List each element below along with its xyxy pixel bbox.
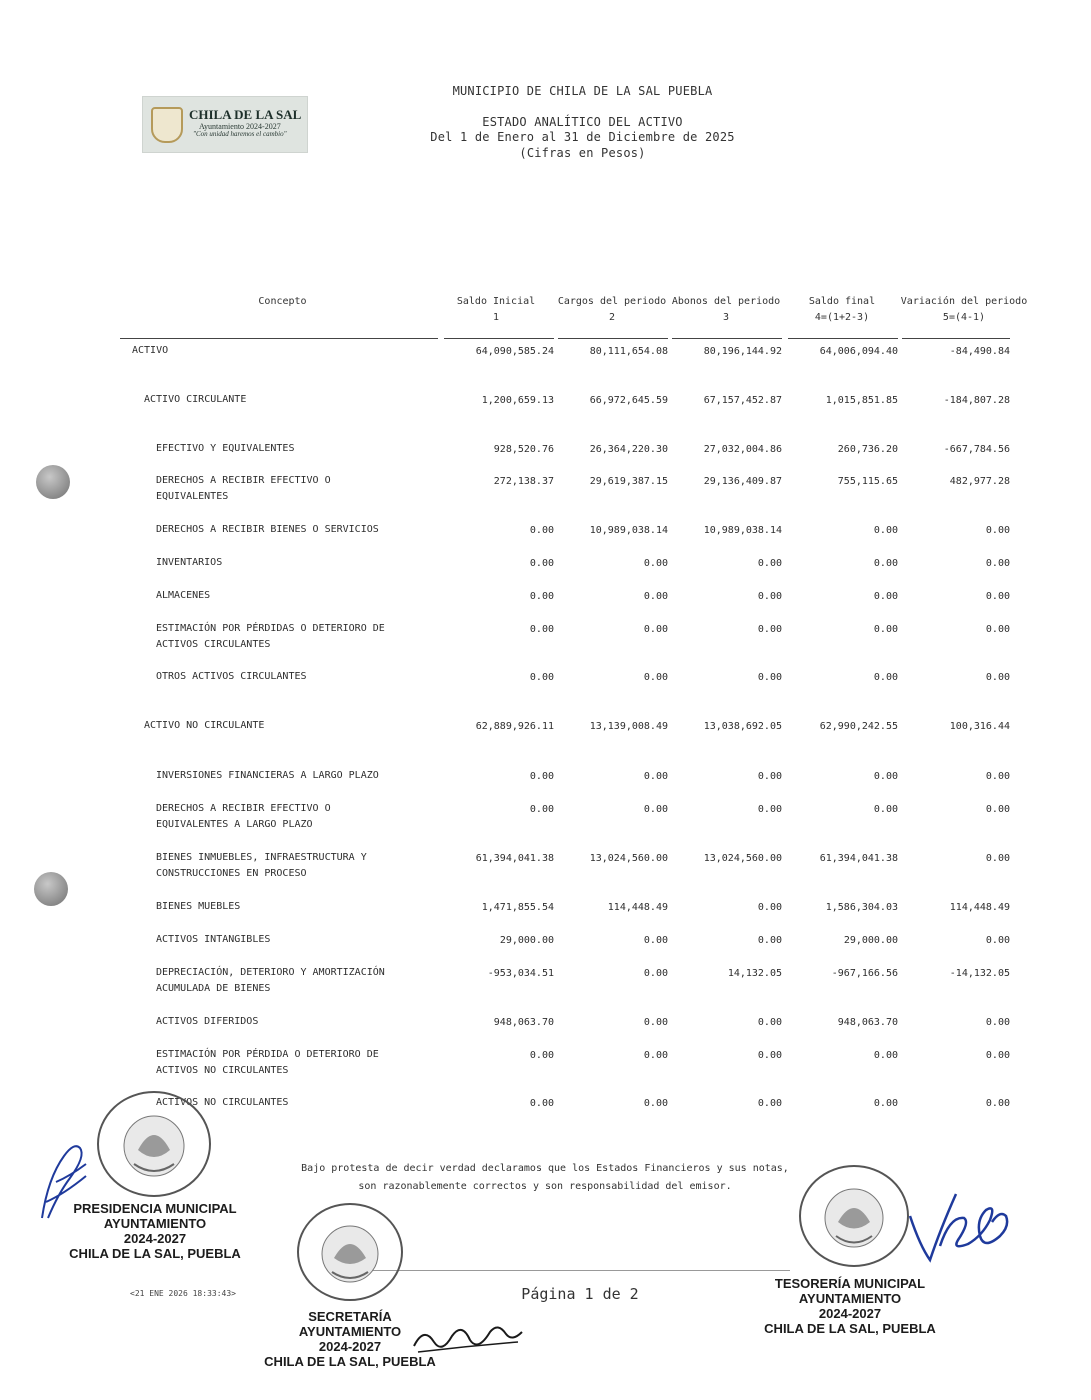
col-header-variacion: Variación del periodo — [900, 296, 1028, 307]
row-value: 14,132.05 — [727, 968, 782, 979]
row-value: 0.00 — [985, 1017, 1010, 1028]
row-value: 80,196,144.92 — [703, 346, 782, 357]
row-value: 0.00 — [985, 1050, 1010, 1061]
row-concept: ACTIVO NO CIRCULANTE — [144, 720, 265, 731]
row-value: 13,139,008.49 — [589, 721, 668, 732]
row-value: 1,200,659.13 — [481, 395, 554, 406]
row-value: 0.00 — [643, 1098, 668, 1109]
row-value: 0.00 — [529, 804, 554, 815]
row-value: 0.00 — [643, 1017, 668, 1028]
col-header-cargos-sub: 2 — [608, 312, 616, 323]
header-rule — [672, 338, 782, 339]
row-concept: ACTIVOS INTANGIBLES — [156, 934, 271, 945]
row-value: 928,520.76 — [493, 444, 554, 455]
stamp-line: TESORERÍA MUNICIPAL — [774, 1276, 926, 1291]
row-value: 62,889,926.11 — [475, 721, 554, 732]
logo-slogan: "Con unidad haremos el cambio" — [193, 130, 287, 138]
protest-line-1: Bajo protesta de decir verdad declaramos que los Estados Financieros y sus notas, — [301, 1163, 789, 1174]
report-title: ESTADO ANALÍTICO DEL ACTIVO — [482, 115, 683, 129]
stamp-line: CHILA DE LA SAL, PUEBLA — [69, 1246, 241, 1261]
report-period: Del 1 de Enero al 31 de Diciembre de 2025 — [430, 130, 735, 144]
signature-line — [350, 1270, 790, 1271]
row-value: 0.00 — [873, 672, 898, 683]
row-value: 1,471,855.54 — [481, 902, 554, 913]
protest-line-2: son razonablemente correctos y son responsabilidad del emisor. — [358, 1181, 732, 1192]
row-concept: INVERSIONES FINANCIERAS A LARGO PLAZO — [156, 770, 379, 781]
row-value: 0.00 — [757, 672, 782, 683]
row-value: 1,015,851.85 — [825, 395, 898, 406]
row-value: 0.00 — [529, 558, 554, 569]
row-concept: ACTIVO CIRCULANTE — [144, 394, 247, 405]
row-value: 0.00 — [873, 771, 898, 782]
row-value: -967,166.56 — [831, 968, 898, 979]
row-value: 0.00 — [985, 853, 1010, 864]
row-value: 0.00 — [757, 935, 782, 946]
row-value: 0.00 — [873, 1098, 898, 1109]
row-value: 0.00 — [873, 591, 898, 602]
row-value: 0.00 — [757, 1050, 782, 1061]
stamp-line: SECRETARÍA — [308, 1309, 392, 1324]
stamp-line: 2024-2027 — [818, 1306, 882, 1321]
row-value: 0.00 — [757, 804, 782, 815]
stamp-line: AYUNTAMIENTO — [103, 1216, 207, 1231]
row-value: 0.00 — [529, 672, 554, 683]
stamp-line: 2024-2027 — [123, 1231, 187, 1246]
row-value: 0.00 — [643, 968, 668, 979]
row-value: -953,034.51 — [487, 968, 554, 979]
punch-hole — [36, 465, 70, 499]
row-concept: DERECHOS A RECIBIR BIENES O SERVICIOS — [156, 524, 379, 535]
stamp-line: PRESIDENCIA MUNICIPAL — [73, 1201, 237, 1216]
row-value: 100,316.44 — [949, 721, 1010, 732]
row-value: 0.00 — [529, 525, 554, 536]
row-value: 260,736.20 — [837, 444, 898, 455]
row-concept: DERECHOS A RECIBIR EFECTIVO O EQUIVALENTES A LARGO PLAZO — [156, 803, 331, 830]
row-value: 482,977.28 — [949, 476, 1010, 487]
row-value: 114,448.49 — [949, 902, 1010, 913]
col-header-saldo-final: Saldo final — [808, 296, 876, 307]
row-value: 0.00 — [529, 1050, 554, 1061]
row-value: 272,138.37 — [493, 476, 554, 487]
row-value: -84,490.84 — [949, 346, 1010, 357]
row-value: 64,006,094.40 — [819, 346, 898, 357]
row-value: 0.00 — [985, 771, 1010, 782]
punch-hole — [34, 872, 68, 906]
row-value: 13,038,692.05 — [703, 721, 782, 732]
stamp-line: CHILA DE LA SAL, PUEBLA — [764, 1321, 936, 1336]
row-value: 0.00 — [985, 935, 1010, 946]
report-units: (Cifras en Pesos) — [519, 146, 646, 160]
row-value: 1,586,304.03 — [825, 902, 898, 913]
stamp-line: 2024-2027 — [318, 1339, 382, 1354]
header-rule — [444, 338, 554, 339]
row-value: 29,000.00 — [843, 935, 898, 946]
row-value: 0.00 — [643, 1050, 668, 1061]
stamp-line: AYUNTAMIENTO — [798, 1291, 902, 1306]
row-value: 13,024,560.00 — [589, 853, 668, 864]
row-concept: ACTIVOS NO CIRCULANTES — [156, 1097, 289, 1108]
row-value: 0.00 — [985, 804, 1010, 815]
stamp-secretaria — [250, 1309, 450, 1369]
row-value: 0.00 — [643, 591, 668, 602]
row-value: 0.00 — [985, 672, 1010, 683]
row-concept: INVENTARIOS — [156, 557, 223, 568]
row-value: 13,024,560.00 — [703, 853, 782, 864]
row-value: 0.00 — [643, 804, 668, 815]
row-value: 10,989,038.14 — [589, 525, 668, 536]
stamp-line: AYUNTAMIENTO — [298, 1324, 402, 1339]
row-value: 0.00 — [985, 1098, 1010, 1109]
row-concept: DERECHOS A RECIBIR EFECTIVO O EQUIVALENTES — [156, 475, 331, 502]
row-value: 0.00 — [529, 591, 554, 602]
row-value: 80,111,654.08 — [589, 346, 668, 357]
col-header-saldo-final-sub: 4=(1+2-3) — [814, 312, 870, 323]
signature-tesorero — [900, 1176, 1010, 1272]
col-header-saldo-inicial: Saldo Inicial — [456, 296, 536, 307]
row-value: 0.00 — [757, 591, 782, 602]
col-header-abonos: Abonos del periodo — [671, 296, 781, 307]
row-value: 0.00 — [529, 771, 554, 782]
header-rule — [788, 338, 898, 339]
row-value: 0.00 — [873, 804, 898, 815]
row-concept: EFECTIVO Y EQUIVALENTES — [156, 443, 295, 454]
row-value: 62,990,242.55 — [819, 721, 898, 732]
row-value: 0.00 — [873, 525, 898, 536]
print-timestamp: <21 ENE 2026 18:33:43> — [130, 1289, 236, 1298]
row-value: 66,972,645.59 — [589, 395, 668, 406]
row-concept: OTROS ACTIVOS CIRCULANTES — [156, 671, 307, 682]
row-value: 0.00 — [529, 624, 554, 635]
col-header-cargos: Cargos del periodo — [557, 296, 667, 307]
logo-emblem-icon — [151, 107, 183, 143]
row-value: 0.00 — [985, 558, 1010, 569]
row-value: 0.00 — [643, 558, 668, 569]
row-value: -667,784.56 — [943, 444, 1010, 455]
row-value: 0.00 — [643, 624, 668, 635]
row-value: 0.00 — [757, 558, 782, 569]
row-value: 0.00 — [643, 672, 668, 683]
row-value: 0.00 — [985, 591, 1010, 602]
row-value: -14,132.05 — [949, 968, 1010, 979]
row-value: 0.00 — [985, 525, 1010, 536]
page-number: Página 1 de 2 — [521, 1285, 639, 1303]
header-rule — [120, 338, 438, 339]
row-value: 0.00 — [643, 935, 668, 946]
row-value: 0.00 — [873, 624, 898, 635]
logo-name: CHILA DE LA SAL — [189, 107, 302, 122]
row-concept: ALMACENES — [156, 590, 211, 601]
col-header-concepto: Concepto — [258, 296, 307, 307]
row-concept: BIENES MUEBLES — [156, 901, 241, 912]
municipal-logo — [142, 96, 308, 153]
row-value: 0.00 — [757, 1098, 782, 1109]
row-value: -184,807.28 — [943, 395, 1010, 406]
col-header-variacion-sub: 5=(4-1) — [942, 312, 986, 323]
row-value: 0.00 — [757, 771, 782, 782]
row-value: 0.00 — [873, 558, 898, 569]
row-value: 0.00 — [757, 624, 782, 635]
row-concept: ACTIVOS DIFERIDOS — [156, 1016, 259, 1027]
stamp-presidencia — [60, 1201, 250, 1261]
secretaria-seal-icon — [294, 1200, 406, 1304]
row-value: 0.00 — [757, 902, 782, 913]
row-value: 0.00 — [529, 1098, 554, 1109]
col-header-abonos-sub: 3 — [722, 312, 730, 323]
row-concept: ESTIMACIÓN POR PÉRDIDAS O DETERIORO DE ACTIVOS CIRCULANTES — [156, 623, 385, 650]
row-value: 61,394,041.38 — [475, 853, 554, 864]
row-concept: BIENES INMUEBLES, INFRAESTRUCTURA Y CONSTRUCCIONES EN PROCESO — [156, 852, 367, 879]
row-value: 10,989,038.14 — [703, 525, 782, 536]
row-value: 29,619,387.15 — [589, 476, 668, 487]
row-value: 29,000.00 — [499, 935, 554, 946]
row-value: 64,090,585.24 — [475, 346, 554, 357]
row-concept: ESTIMACIÓN POR PÉRDIDA O DETERIORO DE ACTIVOS NO CIRCULANTES — [156, 1049, 379, 1076]
row-value: 948,063.70 — [837, 1017, 898, 1028]
row-value: 0.00 — [757, 1017, 782, 1028]
tesoreria-seal-icon — [796, 1162, 912, 1270]
row-value: 0.00 — [873, 1050, 898, 1061]
row-value: 29,136,409.87 — [703, 476, 782, 487]
header-rule — [558, 338, 668, 339]
row-value: 0.00 — [643, 771, 668, 782]
row-value: 67,157,452.87 — [703, 395, 782, 406]
row-value: 755,115.65 — [837, 476, 898, 487]
row-concept: ACTIVO — [132, 345, 169, 356]
row-value: 948,063.70 — [493, 1017, 554, 1028]
header-rule — [902, 338, 1010, 339]
row-value: 26,364,220.30 — [589, 444, 668, 455]
municipality-title: MUNICIPIO DE CHILA DE LA SAL PUEBLA — [452, 84, 713, 98]
logo-subtitle: Ayuntamiento 2024-2027 — [199, 122, 281, 131]
row-value: 0.00 — [985, 624, 1010, 635]
presidencia-seal-icon — [94, 1088, 214, 1200]
stamp-tesoreria — [752, 1276, 948, 1336]
row-value: 61,394,041.38 — [819, 853, 898, 864]
col-header-saldo-inicial-sub: 1 — [492, 312, 500, 323]
row-concept: DEPRECIACIÓN, DETERIORO Y AMORTIZACIÓN ACUMULADA DE BIENES — [156, 967, 385, 994]
row-value: 114,448.49 — [607, 902, 668, 913]
stamp-line: CHILA DE LA SAL, PUEBLA — [264, 1354, 436, 1369]
row-value: 27,032,004.86 — [703, 444, 782, 455]
